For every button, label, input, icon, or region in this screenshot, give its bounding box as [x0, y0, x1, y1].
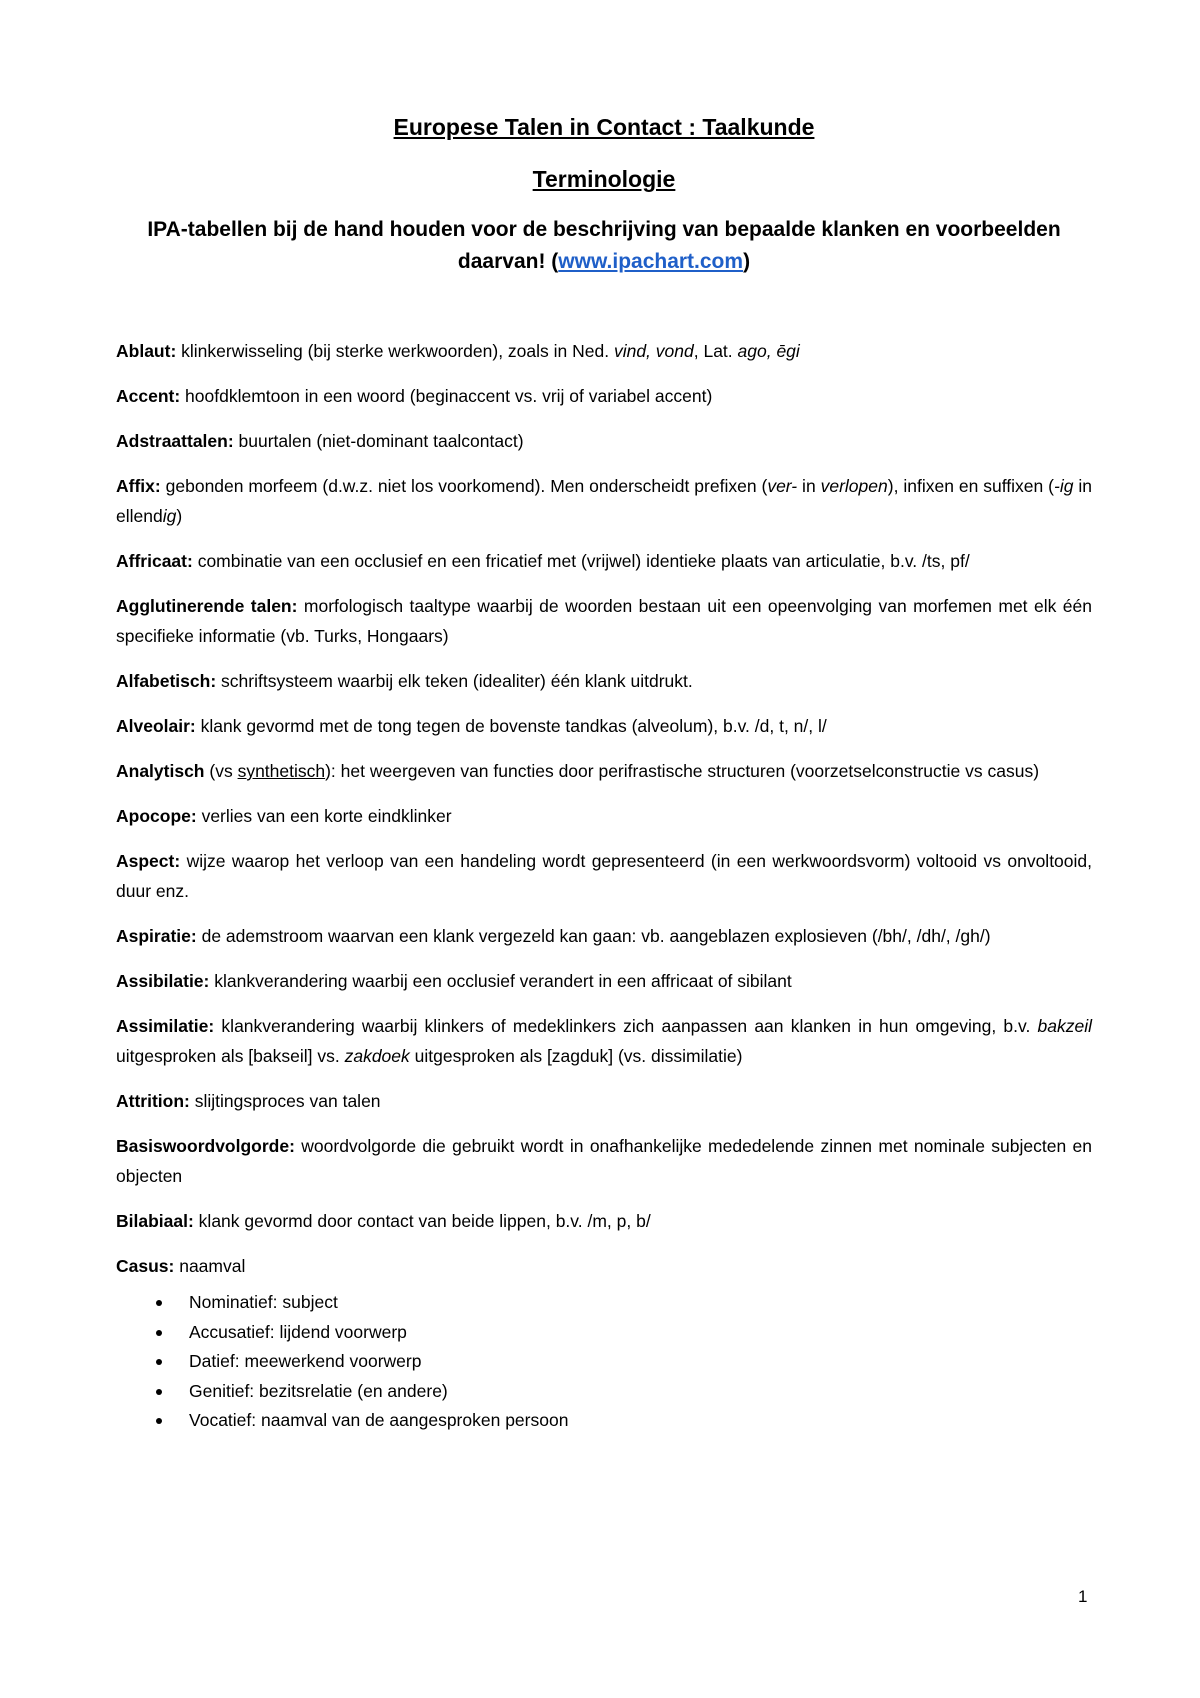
- entry-text: gebonden morfeem (d.w.z. niet los voorkomend). Men onderscheidt prefixen (: [160, 476, 768, 496]
- entry-term: Accent:: [116, 386, 181, 406]
- entry-text: ), infixen en suffixen (: [887, 476, 1054, 496]
- entry-agglutinerende-talen: [116, 591, 1092, 651]
- entry-assibilatie: [116, 966, 1092, 996]
- entry-example: ig: [162, 506, 177, 526]
- bullet-icon: [156, 1300, 162, 1306]
- intro-text-end: ): [743, 250, 751, 273]
- entry-text: klank gevormd met de tong tegen de bovenste tandkas (alveolum), b.v. /d, t, n/, l/: [195, 716, 827, 736]
- entry-ablaut: [116, 336, 1092, 366]
- entry-adstraattalen: [116, 426, 1092, 456]
- entry-text: ): [176, 506, 183, 526]
- list-item: [116, 1288, 1092, 1318]
- entry-term: Aspect:: [116, 851, 181, 871]
- document-subtitle: Terminologie: [532, 166, 676, 192]
- entry-text: slijtingsproces van talen: [189, 1091, 381, 1111]
- entry-term: Adstraattalen:: [116, 431, 234, 451]
- entry-example: ver-: [767, 476, 798, 496]
- entry-apocope: [116, 801, 1092, 831]
- list-item-text: Genitief: bezitsrelatie (en andere): [189, 1380, 448, 1401]
- entry-alfabetisch: [116, 666, 1092, 696]
- entry-text: uitgesproken als [bakseil] vs.: [116, 1046, 345, 1066]
- entry-text: naamval: [174, 1256, 246, 1276]
- entry-term: Affix:: [116, 476, 161, 496]
- entry-example: vind, vond: [613, 341, 694, 361]
- entry-term: Casus:: [116, 1256, 175, 1276]
- entry-text: schriftsysteem waarbij elk teken (idealiter) één klank uitdrukt.: [216, 671, 693, 691]
- document-title: Europese Talen in Contact : Taalkunde: [393, 114, 815, 140]
- bullet-icon: [156, 1330, 162, 1336]
- ipachart-link[interactable]: www.ipachart.com: [558, 250, 744, 273]
- list-item-text: Datief: meewerkend voorwerp: [189, 1351, 422, 1371]
- entry-text: morfologisch taaltype waarbij de woorden bestaan uit een opeenvolging van morfemen met elk één specifieke informatie (vb. Turks, Hongaars): [116, 596, 1092, 646]
- entry-accent: [116, 381, 1092, 411]
- entry-term: Apocope:: [116, 806, 197, 826]
- list-item-text: Vocatief: naamval van de aangesproken persoon: [189, 1410, 569, 1430]
- document-page: [116, 112, 1092, 1436]
- entry-aspiratie: [116, 921, 1092, 951]
- list-item: [116, 1377, 1092, 1407]
- entry-aspect: [116, 846, 1092, 906]
- entry-text: ): het weergeven van functies door perifrastische structuren (voorzetselconstructie vs casus): [325, 761, 1040, 781]
- entry-crossref: synthetisch: [237, 761, 326, 781]
- entry-assimilatie: [116, 1011, 1092, 1071]
- entry-text: , Lat.: [693, 341, 738, 361]
- entry-example: zakdoek: [344, 1046, 410, 1066]
- entry-example: verlopen: [820, 476, 888, 496]
- glossary-entries: [116, 336, 1092, 1436]
- entry-alveolair: [116, 711, 1092, 741]
- entry-text: hoofdklemtoon in een woord (beginaccent vs. vrij of variabel accent): [180, 386, 713, 406]
- entry-term: Assimilatie:: [116, 1016, 215, 1036]
- entry-text: combinatie van een occlusief en een fricatief met (vrijwel) identieke plaats van articulatie, b.v. /ts, pf/: [192, 551, 970, 571]
- entry-example: bakzeil: [1037, 1016, 1092, 1036]
- casus-list: [116, 1288, 1092, 1436]
- list-item: [116, 1406, 1092, 1436]
- list-item: [116, 1318, 1092, 1348]
- entry-example: ago, ēgi: [737, 341, 800, 361]
- entry-term: Ablaut:: [116, 341, 177, 361]
- entry-term: Assibilatie:: [116, 971, 210, 991]
- intro-paragraph: [144, 214, 1064, 278]
- list-item: [116, 1347, 1092, 1377]
- entry-attrition: [116, 1086, 1092, 1116]
- entry-text: buurtalen (niet-dominant taalcontact): [233, 431, 524, 451]
- entry-text: klank gevormd door contact van beide lippen, b.v. /m, p, b/: [193, 1211, 651, 1231]
- page-number: 1: [1078, 1587, 1088, 1606]
- entry-term: Basiswoordvolgorde:: [116, 1136, 295, 1156]
- entry-text: klankverandering waarbij klinkers of medeklinkers zich aanpassen aan klanken in hun omgeving, b.v.: [214, 1016, 1038, 1036]
- entry-text: wijze waarop het verloop van een handeling wordt gepresenteerd (in een werkwoordsvorm) voltooid vs onvoltooid, duur enz.: [116, 851, 1092, 901]
- entry-analytisch: [116, 756, 1092, 786]
- entry-affix: [116, 471, 1092, 531]
- entry-text: woordvolgorde die gebruikt wordt in onafhankelijke mededelende zinnen met nominale subjecten en objecten: [116, 1136, 1092, 1186]
- list-item-text: Accusatief: lijdend voorwerp: [189, 1321, 407, 1342]
- entry-text: in: [797, 476, 821, 496]
- entry-text: de ademstroom waarvan een klank vergezeld kan gaan: vb. aangeblazen explosieven (/bh/, /dh/, /gh/): [196, 926, 991, 946]
- entry-term: Agglutinerende talen:: [116, 596, 298, 616]
- entry-term: Analytisch: [116, 761, 205, 781]
- entry-term: Alfabetisch:: [116, 671, 217, 691]
- entry-basiswoordvolgorde: [116, 1131, 1092, 1191]
- entry-affricaat: [116, 546, 1092, 576]
- intro-text: IPA-tabellen bij de hand houden voor de beschrijving van bepaalde klanken en voorbeelden daarvan! (: [147, 218, 1061, 273]
- entry-text: uitgesproken als [zagduk] (vs. dissimilatie): [409, 1046, 743, 1066]
- entry-casus: [116, 1251, 1092, 1281]
- entry-term: Alveolair:: [116, 716, 196, 736]
- entry-bilabiaal: [116, 1206, 1092, 1236]
- entry-text: (vs: [204, 761, 238, 781]
- entry-term: Attrition:: [116, 1091, 190, 1111]
- entry-example: -ig: [1054, 476, 1074, 496]
- bullet-icon: [156, 1389, 162, 1395]
- entry-term: Aspiratie:: [116, 926, 197, 946]
- bullet-icon: [156, 1418, 162, 1424]
- entry-term: Affricaat:: [116, 551, 193, 571]
- list-item-text: Nominatief: subject: [189, 1292, 338, 1312]
- entry-text: verlies van een korte eindklinker: [196, 806, 452, 826]
- entry-text: klankverandering waarbij een occlusief verandert in een affricaat of sibilant: [209, 971, 792, 991]
- entry-text: klinkerwisseling (bij sterke werkwoorden), zoals in Ned.: [176, 341, 614, 361]
- bullet-icon: [156, 1359, 162, 1365]
- entry-text: in ellend: [116, 476, 1092, 526]
- entry-term: Bilabiaal:: [116, 1211, 194, 1231]
